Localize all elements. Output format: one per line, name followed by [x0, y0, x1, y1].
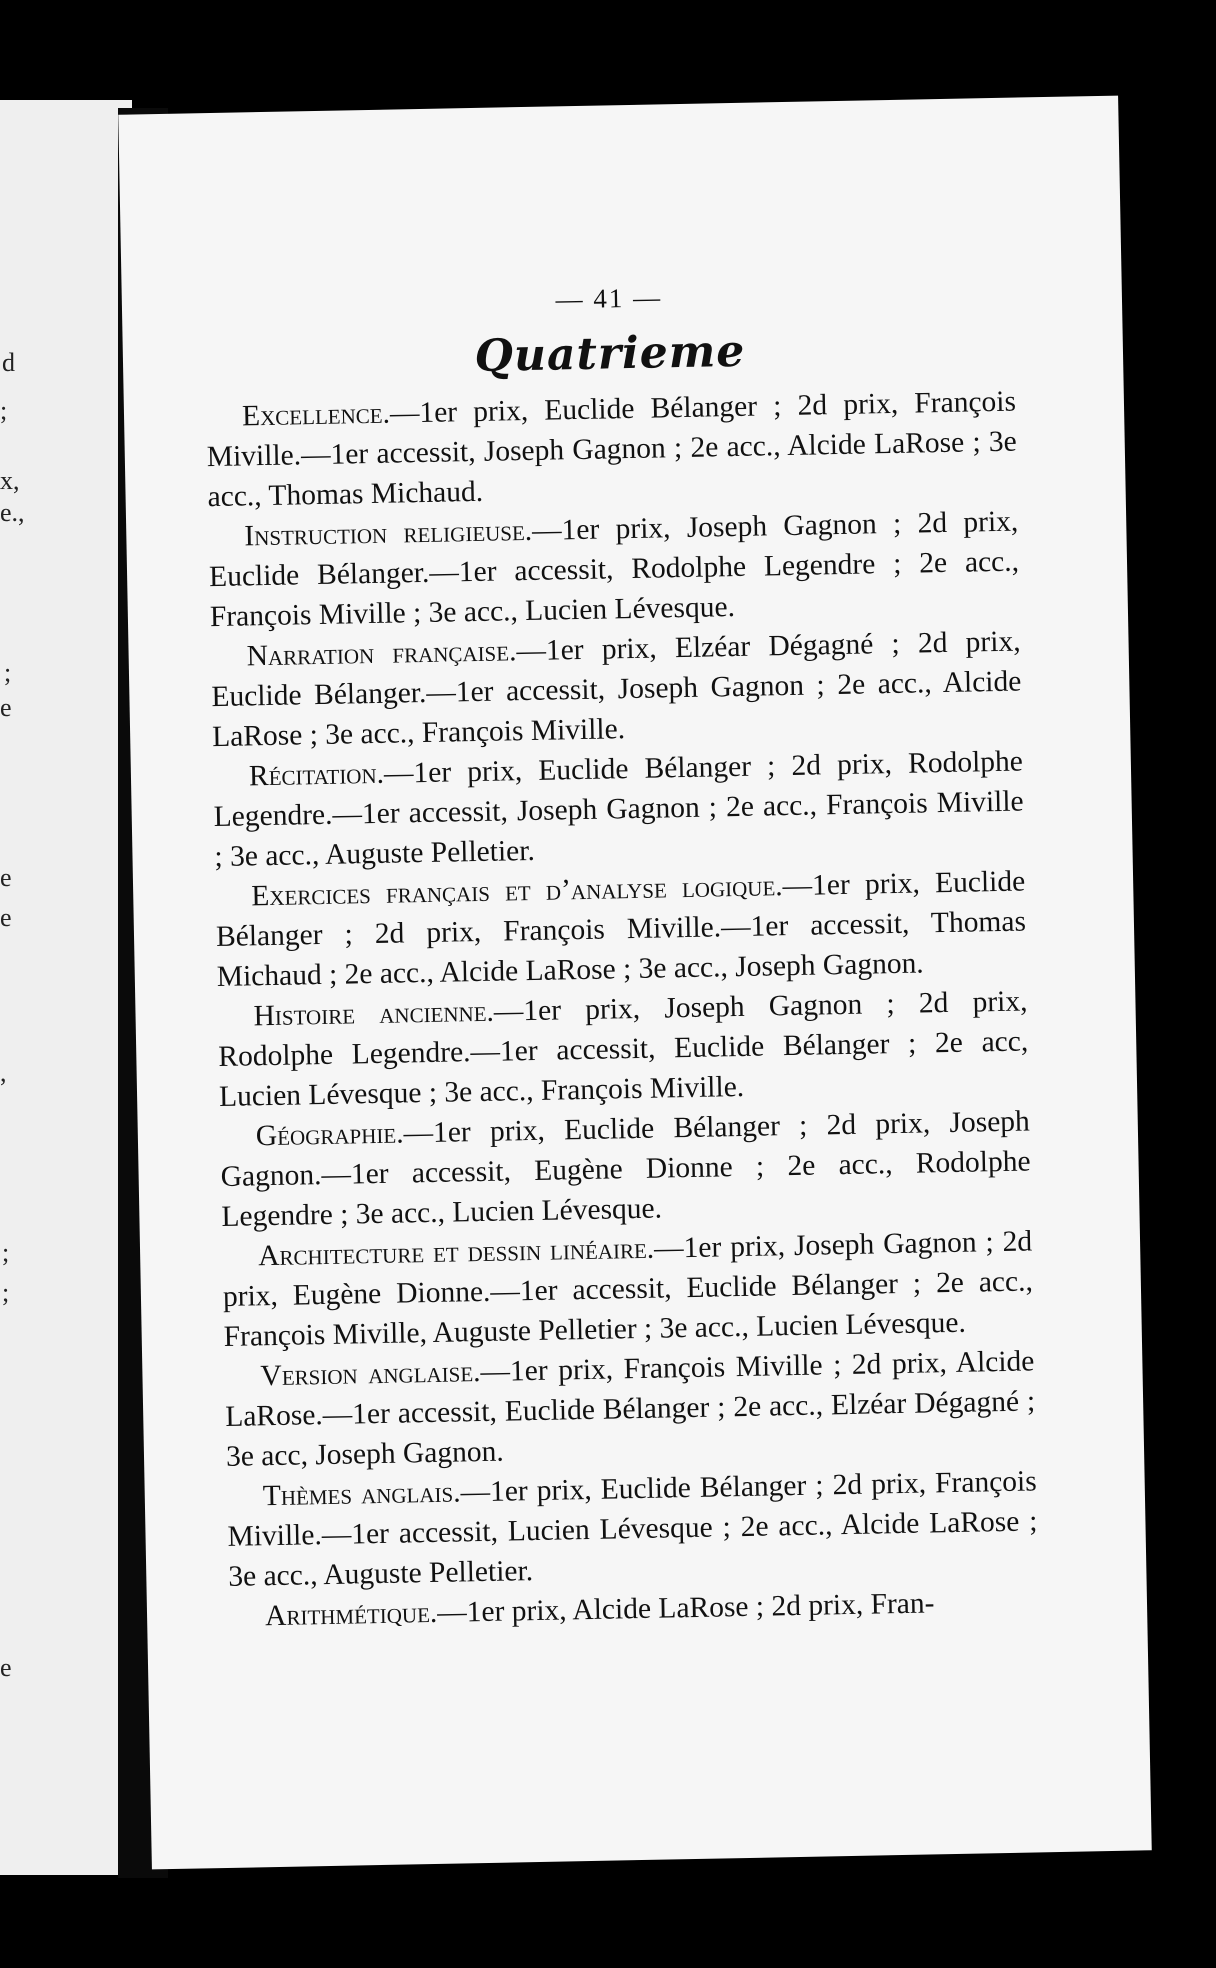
left-fragment: ;: [2, 1278, 10, 1307]
prize-text: —1er prix, François Miville ; 2d prix, Alcide LaRose.—1er accessit, Euclide Bélanger ; 2e acc., Elzéar Dégagné ; 3e acc, Joseph Gagnon.: [224, 1345, 1036, 1473]
prize-paragraph: [222, 1221, 1034, 1357]
left-fragment: e: [0, 1653, 12, 1682]
subject-label: Arithmétique.: [264, 1596, 438, 1633]
left-fragment: ;: [2, 1238, 10, 1267]
prize-text: —1er prix, Euclide Bélanger ; 2d prix, François Miville.—1er accessit, Thomas Michaud ; 2e acc., Alcide LaRose ; 3e acc., Joseph Gagnon.: [215, 865, 1027, 994]
section-heading: Quatrieme: [474, 325, 746, 382]
left-fragment: ,: [0, 1058, 7, 1087]
book-page: [118, 96, 1152, 1870]
prize-text: —1er prix, Elzéar Dégagné ; 2d prix, Euclide Bélanger.—1er accessit, Joseph Gagnon ; 2e acc., Alcide LaRose ; 3e acc., François Miville.: [211, 625, 1022, 754]
prize-paragraph: [206, 382, 1018, 518]
prize-text: —1er prix, Euclide Bélanger ; 2d prix, Rodolphe Legendre.—1er accessit, Joseph Gagnon ; 2e acc., François Miville ; 3e acc., Auguste Pelletier.: [213, 745, 1024, 874]
subject-label: Exercices français et d’analyse logique.: [250, 870, 783, 913]
subject-label: Version anglaise.: [260, 1356, 481, 1393]
prize-paragraph: [226, 1461, 1038, 1597]
left-fragment: e: [0, 863, 12, 892]
left-fragment: x,: [0, 466, 20, 495]
left-fragment: e: [0, 903, 12, 932]
page-content: [204, 276, 1040, 1637]
left-fragment: d: [2, 348, 15, 377]
prize-paragraph: [217, 981, 1029, 1117]
prize-text: —1er prix, Euclide Bélanger ; 2d prix, François Miville.—1er accessit, Joseph Gagnon ; 2e acc., Alcide LaRose ; 3e acc., Thomas Michaud.: [206, 385, 1017, 514]
prize-paragraph: [208, 502, 1020, 638]
prize-paragraph: [224, 1341, 1036, 1477]
subject-label: Instruction religieuse.: [244, 514, 533, 553]
subject-label: Excellence.: [241, 397, 391, 433]
left-fragment: ;: [0, 396, 8, 425]
left-fragment: e: [0, 693, 12, 722]
prize-paragraph: [213, 742, 1025, 878]
prize-text: —1er prix, Joseph Gagnon ; 2d prix, Eugène Dionne.—1er accessit, Euclide Bélanger ; 2e acc., François Miville, Auguste Pelletier ; 3e acc., Lucien Lévesque.: [222, 1225, 1034, 1353]
prize-text: —1er prix, Joseph Gagnon ; 2d prix, Euclide Bélanger.—1er accessit, Rodolphe Legendre ; 2e acc., François Miville ; 3e acc., Lucien Lévesque.: [208, 505, 1020, 634]
subject-label: Géographie.: [255, 1117, 404, 1153]
subject-label: Architecture et dessin linéaire.: [257, 1232, 655, 1273]
subject-label: Récitation.: [248, 757, 385, 793]
subject-label: Narration française.: [246, 635, 517, 673]
left-fragment: e.,: [0, 498, 25, 527]
page-number: — 41 —: [555, 282, 663, 315]
prize-text: —1er prix, Alcide LaRose ; 2d prix, Fran-: [436, 1587, 935, 1629]
left-fragment: ;: [4, 658, 12, 687]
prize-paragraph: [215, 861, 1027, 997]
prize-paragraph: [210, 622, 1022, 758]
prize-text: —1er prix, Euclide Bélanger ; 2d prix, Joseph Gagnon.—1er accessit, Eugène Dionne ; 2e acc., Rodolphe Legendre ; 3e acc., Lucien Lévesque.: [220, 1105, 1031, 1233]
prize-paragraph: [220, 1101, 1032, 1237]
subject-label: Histoire ancienne.: [253, 995, 495, 1033]
scan-border: [0, 1878, 1216, 1968]
prize-text: —1er prix, Euclide Bélanger ; 2d prix, François Miville.—1er accessit, Lucien Lévesque ; 2e acc., Alcide LaRose ; 3e acc., Auguste Pelletier.: [227, 1465, 1038, 1593]
prize-text: —1er prix, Joseph Gagnon ; 2d prix, Rodolphe Legendre.—1er accessit, Euclide Bélanger ; 2e acc, Lucien Lévesque ; 3e acc., François Miville.: [218, 985, 1029, 1114]
left-page-edge: [0, 100, 132, 1875]
subject-label: Thèmes anglais.: [262, 1476, 461, 1513]
